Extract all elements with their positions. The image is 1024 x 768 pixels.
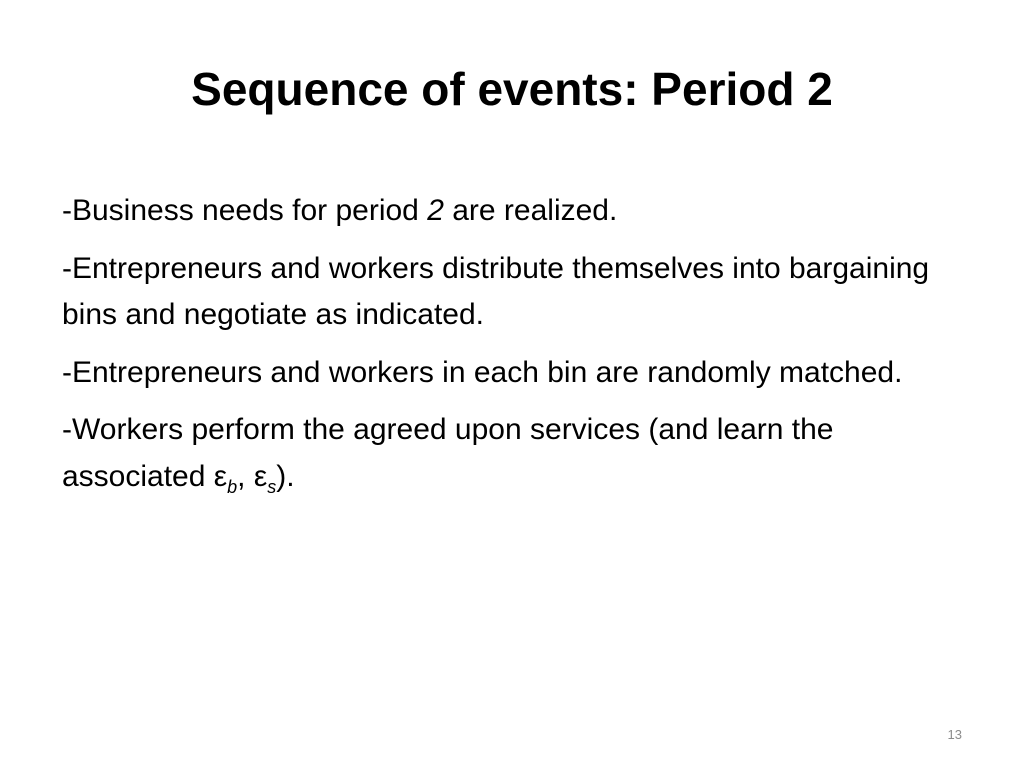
subscript-s: s	[267, 476, 277, 497]
bullet-business-needs	[62, 188, 962, 235]
subscript-b: b	[227, 476, 238, 497]
bullet-text: -Business needs for period	[62, 194, 428, 227]
bullet-text: ).	[276, 459, 295, 493]
slide-number: 13	[947, 727, 962, 742]
bullet-text: , ε	[237, 459, 268, 493]
bullet-randomly-matched: -Entrepreneurs and workers in each bin are randomly matched.	[62, 355, 903, 389]
slide-body	[62, 188, 962, 511]
bullet-text: are realized.	[443, 194, 618, 227]
slide-title: Sequence of events: Period 2	[191, 63, 833, 115]
bullet-workers-perform	[62, 407, 962, 500]
period-number: 2	[427, 194, 444, 227]
bullet-distribute-bins: -Entrepreneurs and workers distribute themselves into bargaining bins and negotiate as indicated.	[62, 251, 930, 331]
bullet-text: -Workers perform the agreed upon services (and learn the associated ε	[62, 413, 834, 493]
